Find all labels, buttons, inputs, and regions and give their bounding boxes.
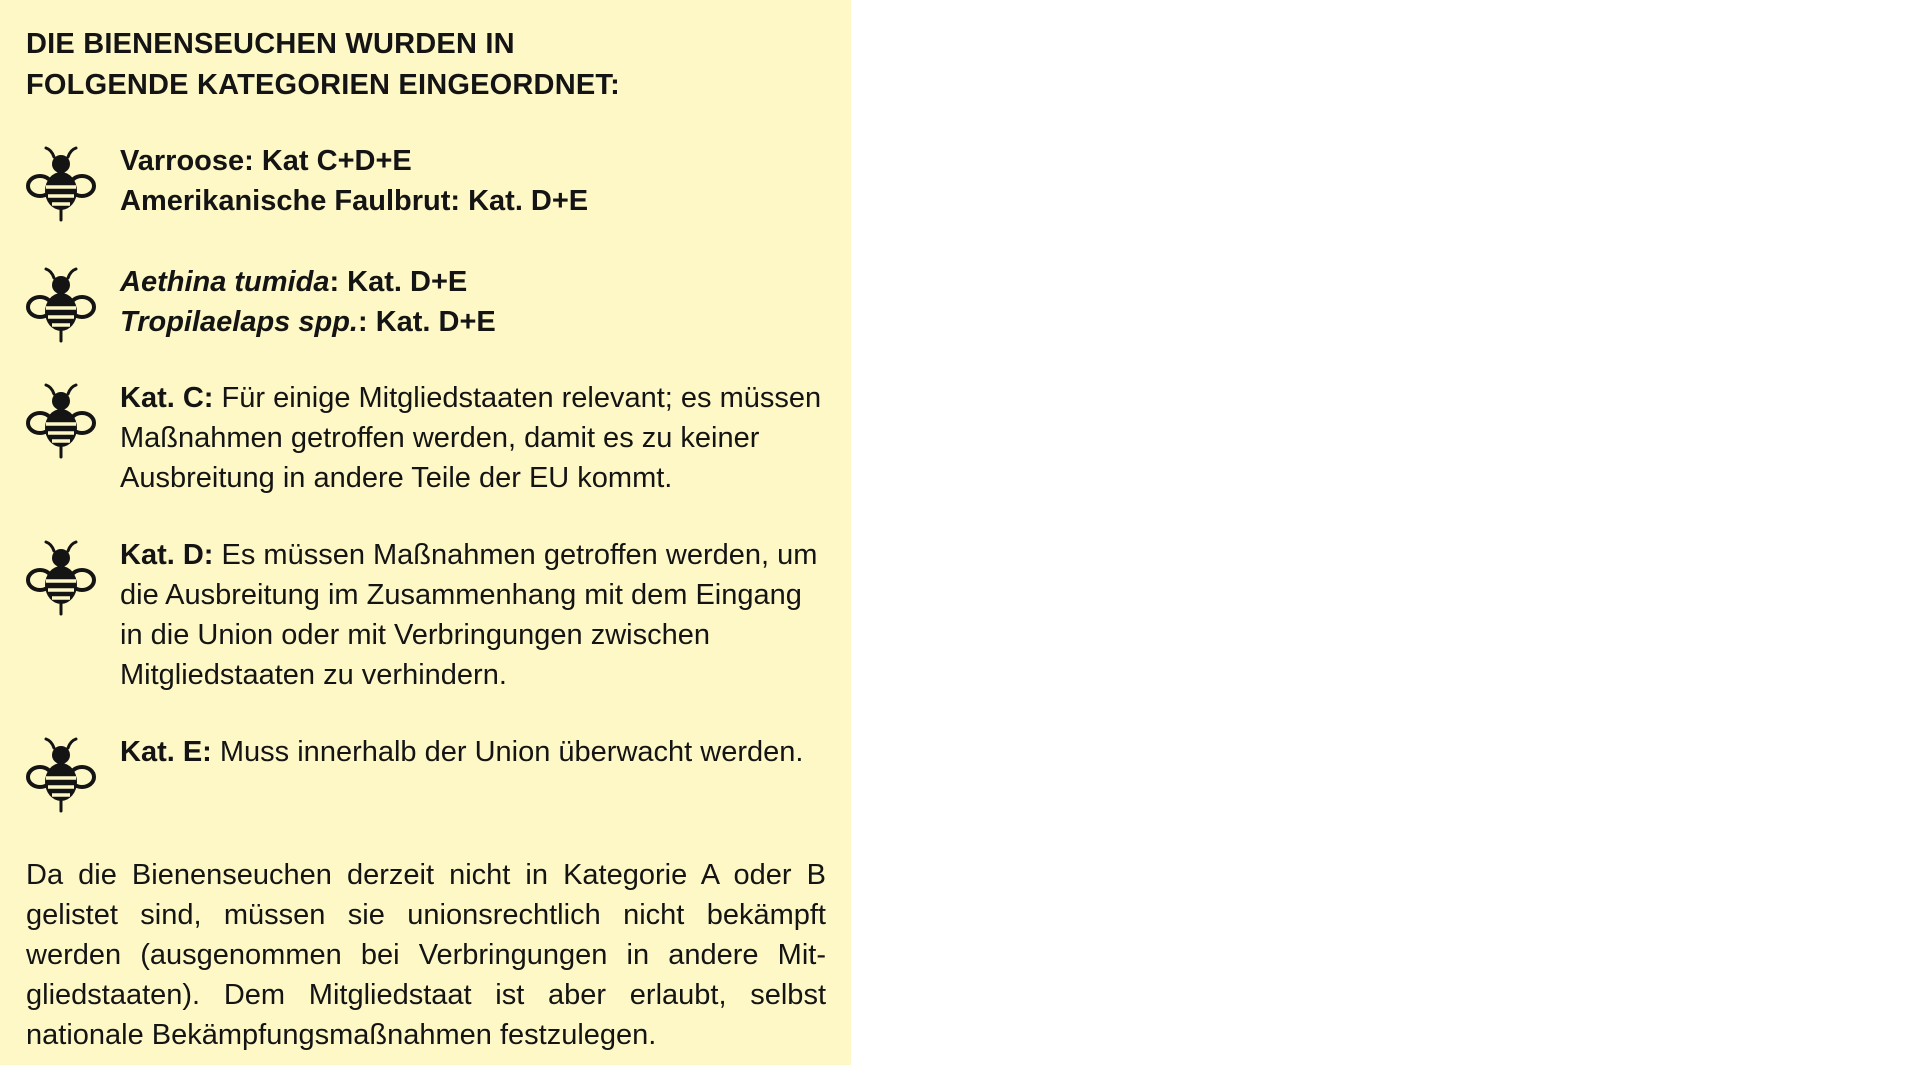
category-description: Muss innerhalb der Union überwacht werden. <box>211 736 804 768</box>
entry-line-2: Amerikanische Faulbrut: Kat. D+E <box>120 185 589 217</box>
entry-text <box>120 732 825 772</box>
list-item-varroose <box>26 141 825 223</box>
bee-icon <box>26 732 96 814</box>
heading-line-2: FOLGENDE KATEGORIEN EINGEORDNET: <box>26 69 620 101</box>
list-item-aethina <box>26 262 825 344</box>
entry-line-1 <box>120 262 825 302</box>
list-item-kat-c <box>26 378 825 498</box>
bee-icon <box>26 378 96 460</box>
species-name: Tropilaelaps spp. <box>120 306 358 338</box>
bee-icon <box>26 262 96 344</box>
category-list <box>26 141 825 814</box>
list-item-kat-d <box>26 535 825 695</box>
category-value: : Kat. D+E <box>357 306 496 338</box>
species-name: Aethina tumida <box>120 266 330 298</box>
entry-text <box>120 141 825 221</box>
category-label: Kat. E: <box>120 736 212 768</box>
category-value: : Kat. D+E <box>329 266 468 298</box>
entry-line-1: Varroose: Kat C+D+E <box>120 145 412 177</box>
footer-paragraph: Da die Bienenseuchen derzeit nicht in Kategorie A oder B gelistet sind, müssen sie unionsrechtlich nicht bekämpft werden (ausgenommen bei Verbringungen in andere Mitgliedstaaten). Dem Mitgliedstaat ist aber erlaubt, selbst nationale Bekämpfungsmaßnahmen festzulegen. <box>26 859 826 1051</box>
category-label: Kat. C: <box>120 382 214 414</box>
entry-text <box>120 378 825 498</box>
list-item-kat-e <box>26 732 825 814</box>
info-panel <box>0 0 851 1065</box>
category-description: Für einige Mitgliedstaaten relevant; es müssen Maßnahmen getroffen werden, damit es zu keiner Ausbreitung in andere Teile der EU kommt. <box>120 382 822 494</box>
category-label: Kat. D: <box>120 539 214 571</box>
bee-icon <box>26 535 96 617</box>
category-description: Es müssen Maßnahmen getroffen werden, um die Ausbreitung im Zusammenhang mit dem Eingang in die Union oder mit Verbringungen zwischen Mitgliedstaaten zu verhindern. <box>120 539 818 691</box>
entry-line-2 <box>120 302 825 342</box>
entry-text <box>120 262 825 342</box>
heading-line-1: DIE BIENENSEUCHEN WURDEN IN <box>26 28 515 60</box>
bee-icon <box>26 141 96 223</box>
panel-heading <box>26 24 825 106</box>
entry-text <box>120 535 825 695</box>
